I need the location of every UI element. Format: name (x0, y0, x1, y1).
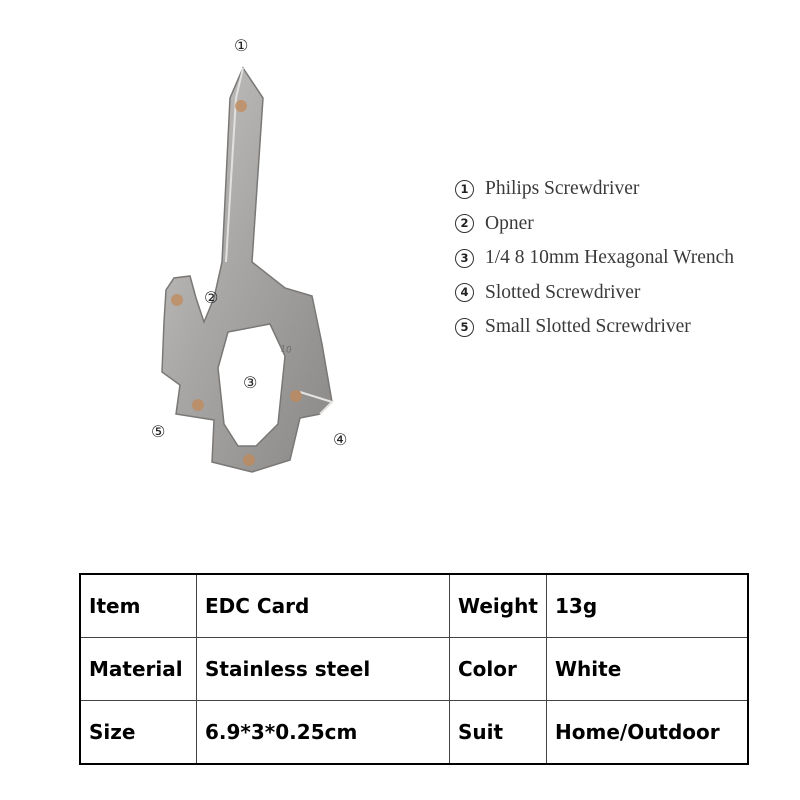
feature-item (455, 207, 800, 242)
spec-value: EDC Card (197, 574, 450, 638)
feature-item (455, 310, 800, 345)
feature-label: 1/4 8 10mm Hexagonal Wrench (485, 247, 735, 269)
callout-5: ⑤ (151, 422, 166, 441)
callout-3: ③ (243, 373, 258, 392)
feature-item (455, 276, 800, 311)
feature-item (455, 241, 800, 276)
callout-2: ② (204, 288, 219, 307)
laser-dot (192, 399, 204, 411)
feature-number: 3 (455, 249, 474, 268)
spec-value: 13g (547, 574, 749, 638)
feature-label: Philips Screwdriver (485, 178, 640, 200)
feature-label: Small Slotted Screwdriver (485, 316, 691, 338)
spec-key: Material (80, 638, 197, 701)
spec-key: Size (80, 701, 197, 765)
spec-value: Home/Outdoor (547, 701, 749, 765)
laser-dot (171, 294, 183, 306)
feature-label: Opner (485, 212, 534, 234)
feature-number: 2 (455, 214, 474, 233)
table-row (80, 638, 748, 701)
laser-dot (243, 454, 255, 466)
spec-value: Stainless steel (197, 638, 450, 701)
spec-key: Weight (450, 574, 547, 638)
spec-key: Item (80, 574, 197, 638)
table-row (80, 574, 748, 638)
laser-dot (235, 100, 247, 112)
feature-item (455, 172, 800, 207)
laser-dot (290, 390, 302, 402)
feature-label: Slotted Screwdriver (485, 281, 641, 303)
feature-number: 5 (455, 318, 474, 337)
spec-table (79, 573, 749, 765)
feature-number: 4 (455, 283, 474, 302)
feature-list (455, 172, 800, 345)
feature-number: 1 (455, 180, 474, 199)
spec-key: Color (450, 638, 547, 701)
engraving-10: 10 (279, 344, 293, 356)
callout-4: ④ (333, 430, 348, 449)
tool-body (162, 68, 332, 472)
spec-value: White (547, 638, 749, 701)
callout-1: ① (234, 36, 249, 55)
table-row (80, 701, 748, 765)
spec-key: Suit (450, 701, 547, 765)
spec-value: 6.9*3*0.25cm (197, 701, 450, 765)
